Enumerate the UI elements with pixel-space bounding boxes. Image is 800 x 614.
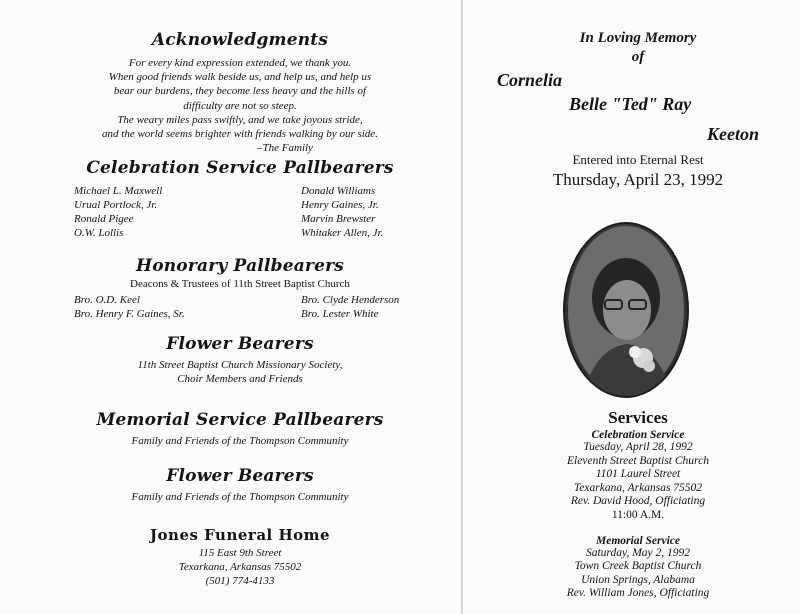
services-section [493,408,783,601]
celebration-pallbearers-left [74,184,162,240]
entered-rest: Entered into Eternal Rest [572,152,704,167]
detail-line: Town Creek Baptist Church [574,560,702,573]
detail-line: 11:00 A.M. [611,508,665,521]
detail-line: Rev. David Hood, Officiating [570,495,706,508]
honorary-pallbearers-section [40,256,440,291]
phone-line: (501) 774-4133 [205,575,275,587]
detail-line: Saturday, May 2, 1992 [585,546,691,559]
ack-signature: –The Family [257,142,313,155]
ack-line: and the world seems brighter with friends walking by our side. [102,128,378,141]
section-title: Flower Bearers [166,334,314,354]
address-line: 115 East 9th Street [198,547,282,559]
flower-bearers-text [40,358,440,386]
detail-line: Eleventh Street Baptist Church [567,454,709,467]
name: Urual Portlock, Jr. [74,199,158,211]
ack-line: difficulty are not so steep. [183,99,297,112]
detail-line: Union Springs, Alabama [581,573,695,586]
name: Marvin Brewster [301,213,376,225]
name-first: Cornelia [497,70,563,90]
funeral-home-address [40,546,440,588]
ack-line: When good friends walk beside us, and help us, and help us [108,71,372,84]
celebration-service-title: Celebration Service [591,429,685,441]
honorary-right [301,293,399,321]
memorial-service-details [493,547,783,601]
name: Bro. O.D. Keel [74,294,140,306]
name: Ronald Pigee [74,213,134,225]
celebration-service-details [493,441,783,523]
name: Bro. Clyde Henderson [301,294,400,306]
name-middle: Belle "Ted" Ray [569,94,692,114]
celebration-pallbearers-title [40,158,440,178]
name: Bro. Lester White [301,308,379,320]
funeral-home-section [40,526,440,588]
ack-line: bear our burdens, they become less heavy and the hills of [113,85,367,98]
death-date: Thursday, April 23, 1992 [552,170,724,189]
name: Whitaker Allen, Jr. [301,227,384,239]
detail-line: Tuesday, April 28, 1992 [583,441,693,453]
detail-line: 1101 Laurel Street [595,468,681,481]
memorial-service-title: Memorial Service [596,534,680,547]
honorary-subtitle: Deacons & Trustees of 11th Street Baptist Church [130,278,350,290]
portrait-photo [563,222,689,398]
name: O.W. Lollis [74,227,124,239]
ack-line: The weary miles pass swiftly, and we take joyous stride, [117,113,363,126]
portrait-illustration [565,224,687,396]
right-panel [463,0,800,614]
text-line: 11th Street Baptist Church Missionary Society, [137,359,343,371]
celebration-pallbearers-right [301,184,383,240]
name: Bro. Henry F. Gaines, Sr. [74,308,185,320]
memorial-pallbearers-text: Family and Friends of the Thompson Community [131,435,349,447]
memorial-pallbearers-section [40,410,440,448]
acknowledgments-section [40,30,440,155]
city-line: Texarkana, Arkansas 75502 [178,561,302,573]
section-title: Honorary Pallbearers [135,256,345,276]
section-title: Flower Bearers [166,466,314,486]
flower-bearers-section [40,334,440,386]
name: Donald Williams [301,185,376,197]
detail-line: Rev. William Jones, Officiating [566,587,710,600]
flower-bearers-2-section [40,466,440,504]
funeral-home-name: Jones Funeral Home [149,526,331,544]
text-line: Choir Members and Friends [177,373,303,385]
services-title: Services [608,408,668,427]
honorary-left [74,293,185,321]
memory-heading [493,30,783,66]
acknowledgments-title: Acknowledgments [151,30,329,50]
memory-line-1: In Loving Memory [579,30,697,46]
flower-bearers-2-text: Family and Friends of the Thompson Community [131,491,349,503]
ack-line: For every kind expression extended, we thank you. [128,57,352,69]
name: Michael L. Maxwell [74,185,163,197]
acknowledgments-text [40,56,440,155]
name: Henry Gaines, Jr. [301,199,379,211]
name-last: Keeton [707,124,759,144]
memory-line-2: of [631,49,645,65]
section-title: Memorial Service Pallbearers [96,410,384,430]
section-title: Celebration Service Pallbearers [86,158,394,178]
detail-line: Texarkana, Arkansas 75502 [573,481,703,494]
